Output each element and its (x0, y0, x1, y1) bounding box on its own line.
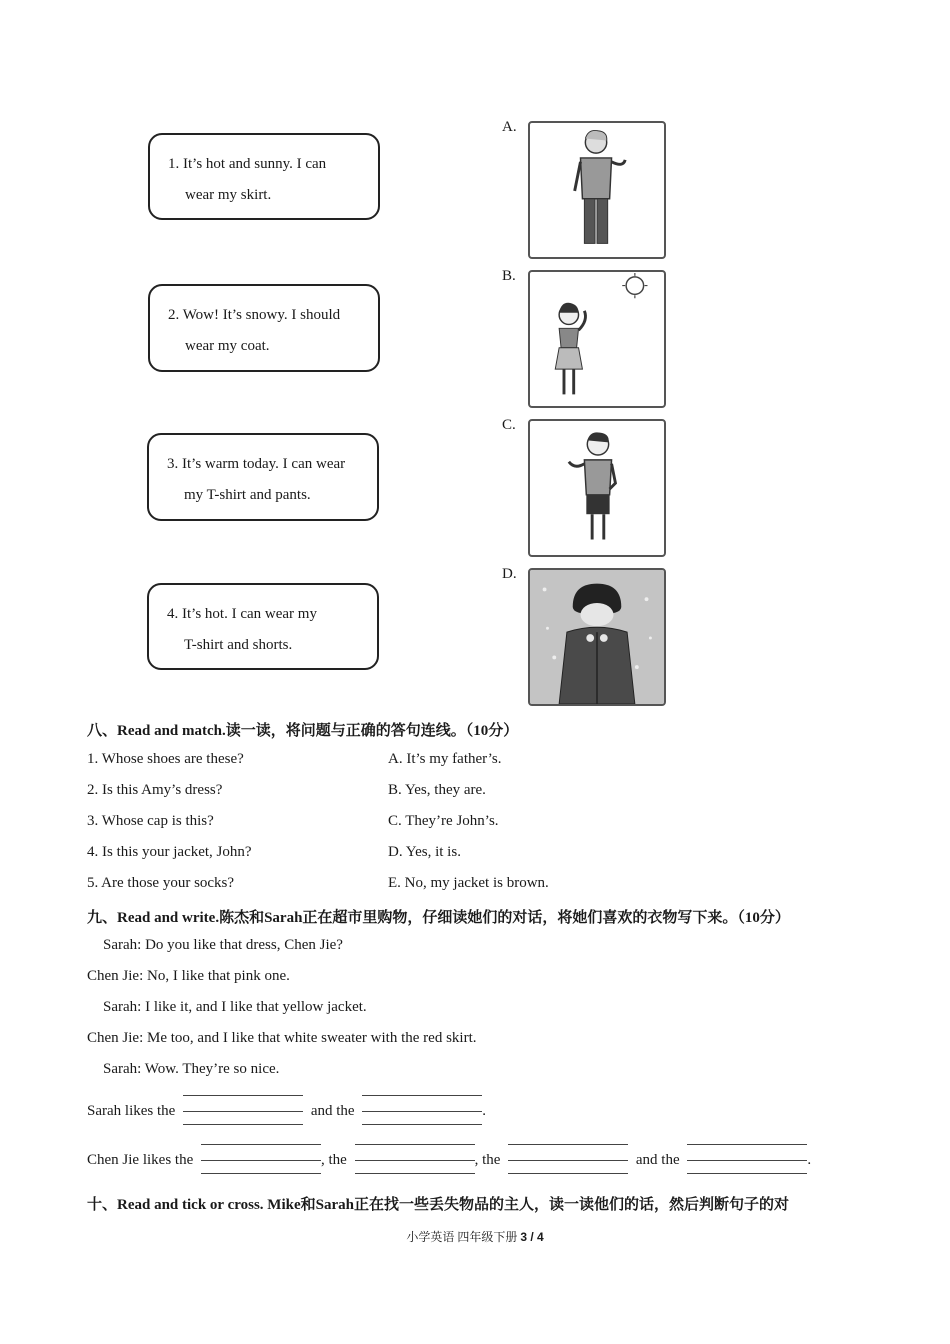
sentence-line: 1. It’s hot and sunny. I can (168, 156, 327, 172)
answer-c: C. They’re John’s. (388, 813, 499, 829)
comma-the-text: , the (474, 1152, 501, 1168)
chenjie-prefix: Chen Jie likes the (87, 1152, 194, 1168)
question-3: 3. Whose cap is this? (87, 813, 214, 829)
and-the-text: and the (310, 1103, 355, 1119)
page-footer (0, 1228, 950, 1245)
sarah-blank-1[interactable] (183, 1095, 303, 1125)
dialogue-line: Sarah: Wow. They’re so nice. (103, 1061, 280, 1077)
sentence-box-1 (148, 133, 380, 220)
sentence-line: T-shirt and shorts. (184, 637, 293, 653)
answer-e: E. No, my jacket is brown. (388, 875, 549, 891)
sentence-line: 2. Wow! It’s snowy. I should (168, 307, 341, 323)
question-5: 5. Are those your socks? (87, 875, 235, 891)
dialogue-line: Sarah: I like it, and I like that yellow jacket. (103, 999, 367, 1015)
sarah-prefix: Sarah likes the (87, 1103, 176, 1119)
sentence-line: my T-shirt and pants. (184, 487, 311, 503)
picture-label-b: B. (502, 268, 516, 284)
picture-label-a: A. (502, 119, 517, 135)
section-8-heading: 八、Read and match.读一读，将问题与正确的答句连线。（10分） (87, 723, 519, 739)
dialogue-line: Sarah: Do you like that dress, Chen Jie? (103, 937, 343, 953)
period: . (807, 1152, 812, 1168)
page-number: 3 / 4 (520, 1230, 544, 1244)
boy-in-tshirt-shorts-image (528, 419, 666, 557)
sentence-line: 4. It’s hot. I can wear my (167, 606, 317, 622)
section-10-heading: 十、Read and tick or cross. Mike和Sarah正在找一些丢失物品的主人，读一读他们的话，然后判断句子的对 (87, 1197, 789, 1213)
comma-the-text: , the (320, 1152, 347, 1168)
sentence-line: 3. It’s warm today. I can wear (167, 456, 346, 472)
girl-under-sun-image (528, 270, 666, 408)
period: . (482, 1103, 487, 1119)
sentence-box-2 (148, 284, 380, 372)
section-9-heading: 九、Read and write.陈杰和Sarah正在超市里购物，仔细读她们的对话，将她们喜欢的衣物写下来。（10分） (87, 910, 790, 926)
sentence-line: wear my skirt. (185, 187, 272, 203)
answer-a: A. It’s my father’s. (388, 751, 502, 767)
sentence-line: wear my coat. (185, 338, 270, 354)
question-1: 1. Whose shoes are these? (87, 751, 244, 767)
question-4: 4. Is this your jacket, John? (87, 844, 252, 860)
question-2: 2. Is this Amy’s dress? (87, 782, 223, 798)
sentence-box-3 (147, 433, 379, 521)
child-in-winter-coat-image (528, 568, 666, 706)
picture-label-c: C. (502, 417, 516, 433)
sarah-answer-line (87, 1095, 486, 1125)
chenjie-blank-3[interactable] (508, 1144, 628, 1174)
dialogue-line: Chen Jie: Me too, and I like that white sweater with the red skirt. (87, 1030, 477, 1046)
chenjie-blank-2[interactable] (355, 1144, 475, 1174)
answer-d: D. Yes, it is. (388, 844, 461, 860)
picture-label-d: D. (502, 566, 517, 582)
dialogue-line: Chen Jie: No, I like that pink one. (87, 968, 290, 984)
footer-text: 小学英语 四年级下册 (406, 1230, 518, 1244)
sentence-box-4 (147, 583, 379, 670)
chenjie-blank-4[interactable] (687, 1144, 807, 1174)
sarah-blank-2[interactable] (362, 1095, 482, 1125)
boy-in-long-clothes-image (528, 121, 666, 259)
chenjie-blank-1[interactable] (201, 1144, 321, 1174)
and-the-text: and the (635, 1152, 680, 1168)
answer-b: B. Yes, they are. (388, 782, 486, 798)
chenjie-answer-line (87, 1144, 811, 1174)
